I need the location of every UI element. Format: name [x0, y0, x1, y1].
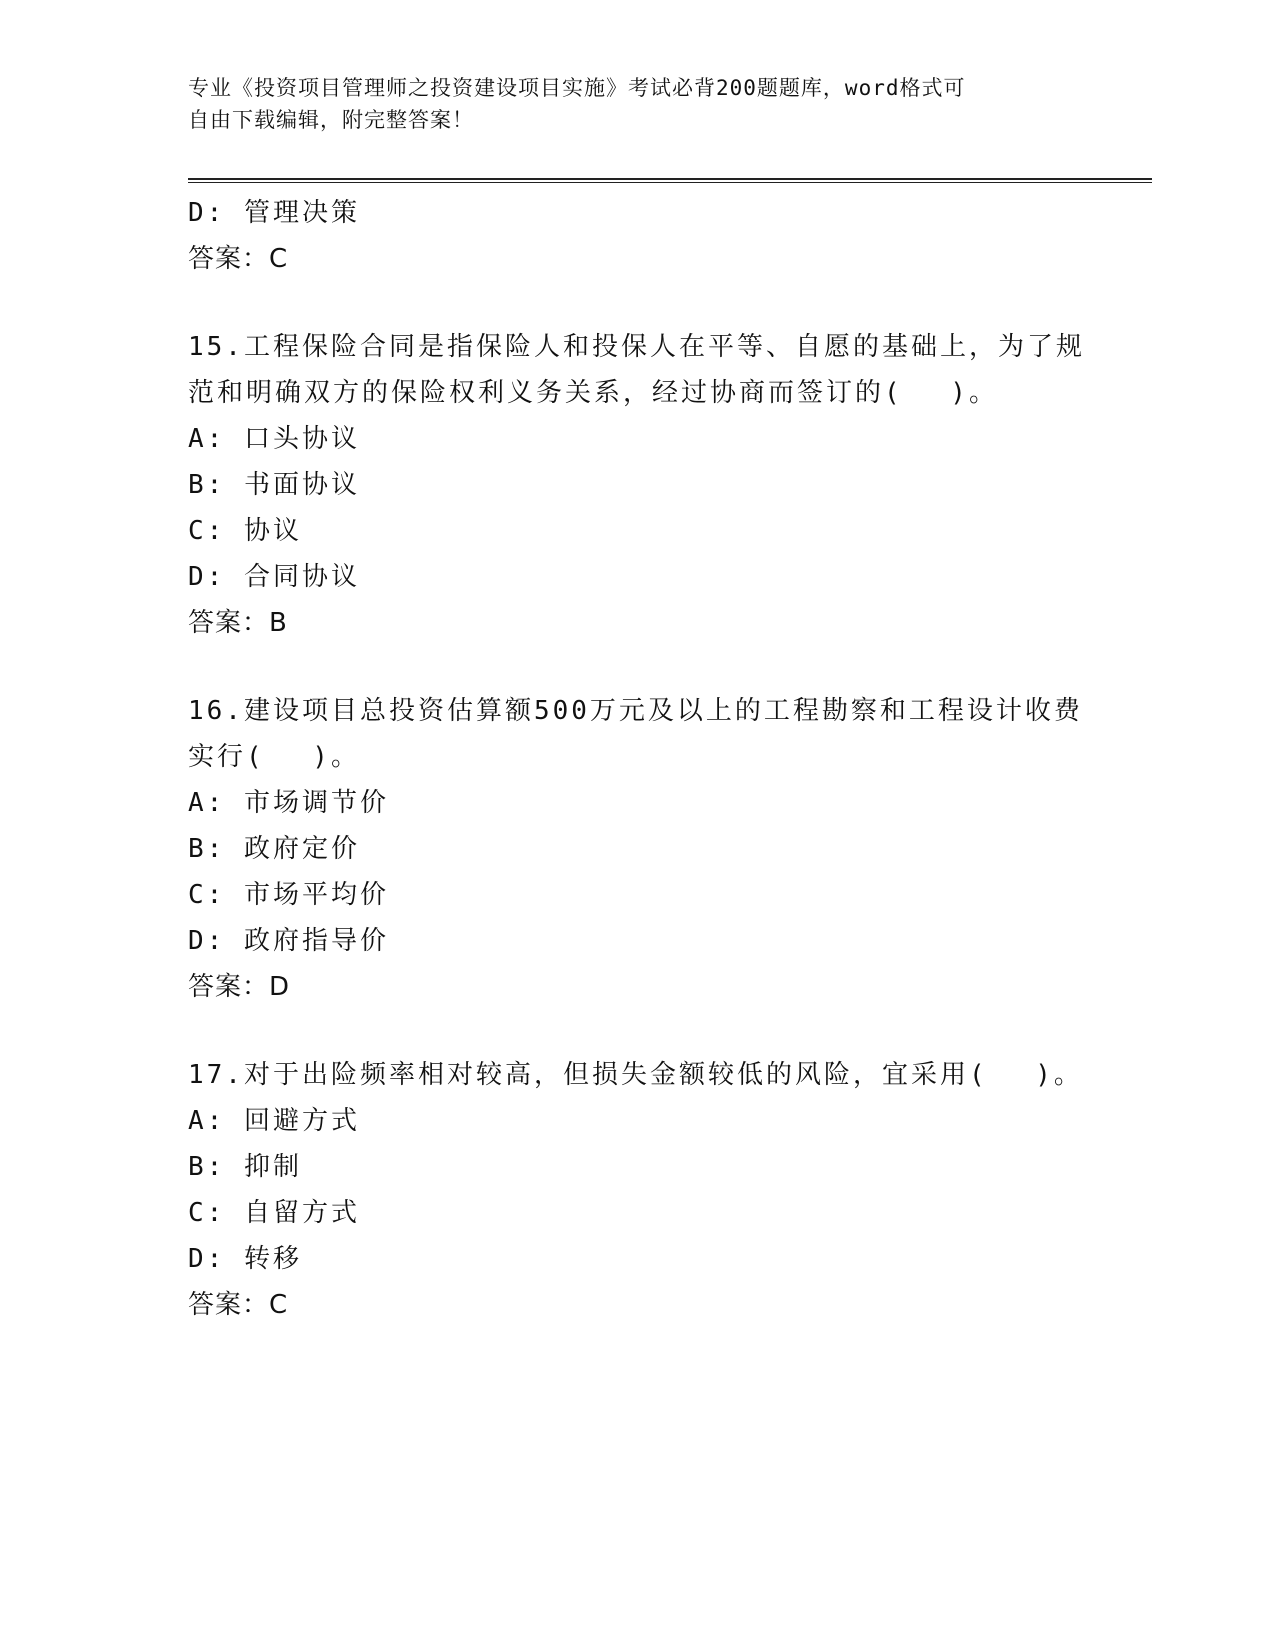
option-d: D: 政府指导价 — [188, 926, 389, 956]
document-header — [188, 72, 1088, 136]
document-body — [188, 190, 1088, 1328]
answer-line: 答案：C — [188, 244, 289, 274]
question-text-line: 实行( )。 — [188, 742, 360, 772]
spacer — [188, 282, 1088, 324]
option-c: C: 市场平均价 — [188, 880, 389, 910]
question-text-line: 范和明确双方的保险权利义务关系，经过协商而签订的( )。 — [188, 378, 998, 408]
option-a: A: 市场调节价 — [188, 788, 389, 818]
question-16 — [188, 688, 1088, 1010]
question-text-line: 17.对于出险频率相对较高，但损失金额较低的风险，宜采用( )。 — [188, 1060, 1083, 1090]
header-line-1: 专业《投资项目管理师之投资建设项目实施》考试必背200题题库，word格式可 — [188, 76, 966, 100]
option-d: D: 转移 — [188, 1244, 302, 1274]
option-c: C: 协议 — [188, 516, 302, 546]
question-text-line: 16.建设项目总投资估算额500万元及以上的工程勘察和工程设计收费 — [188, 696, 1083, 726]
option-b: B: 政府定价 — [188, 834, 360, 864]
answer-line: 答案：D — [188, 972, 291, 1002]
question-text-line: 15.工程保险合同是指保险人和投保人在平等、自愿的基础上，为了规 — [188, 332, 1085, 362]
spacer — [188, 1010, 1088, 1052]
answer-line: 答案：B — [188, 608, 288, 638]
option-b: B: 抑制 — [188, 1152, 302, 1182]
option-b: B: 书面协议 — [188, 470, 360, 500]
header-line-2: 自由下载编辑，附完整答案！ — [188, 108, 474, 132]
option-c: C: 自留方式 — [188, 1198, 360, 1228]
option-d: D: 合同协议 — [188, 562, 360, 592]
option-d: D: 管理决策 — [188, 198, 360, 228]
spacer — [188, 646, 1088, 688]
question-17 — [188, 1052, 1088, 1328]
option-a: A: 回避方式 — [188, 1106, 360, 1136]
question-15 — [188, 324, 1088, 646]
header-divider — [188, 178, 1152, 183]
option-a: A: 口头协议 — [188, 424, 360, 454]
answer-line: 答案：C — [188, 1290, 289, 1320]
